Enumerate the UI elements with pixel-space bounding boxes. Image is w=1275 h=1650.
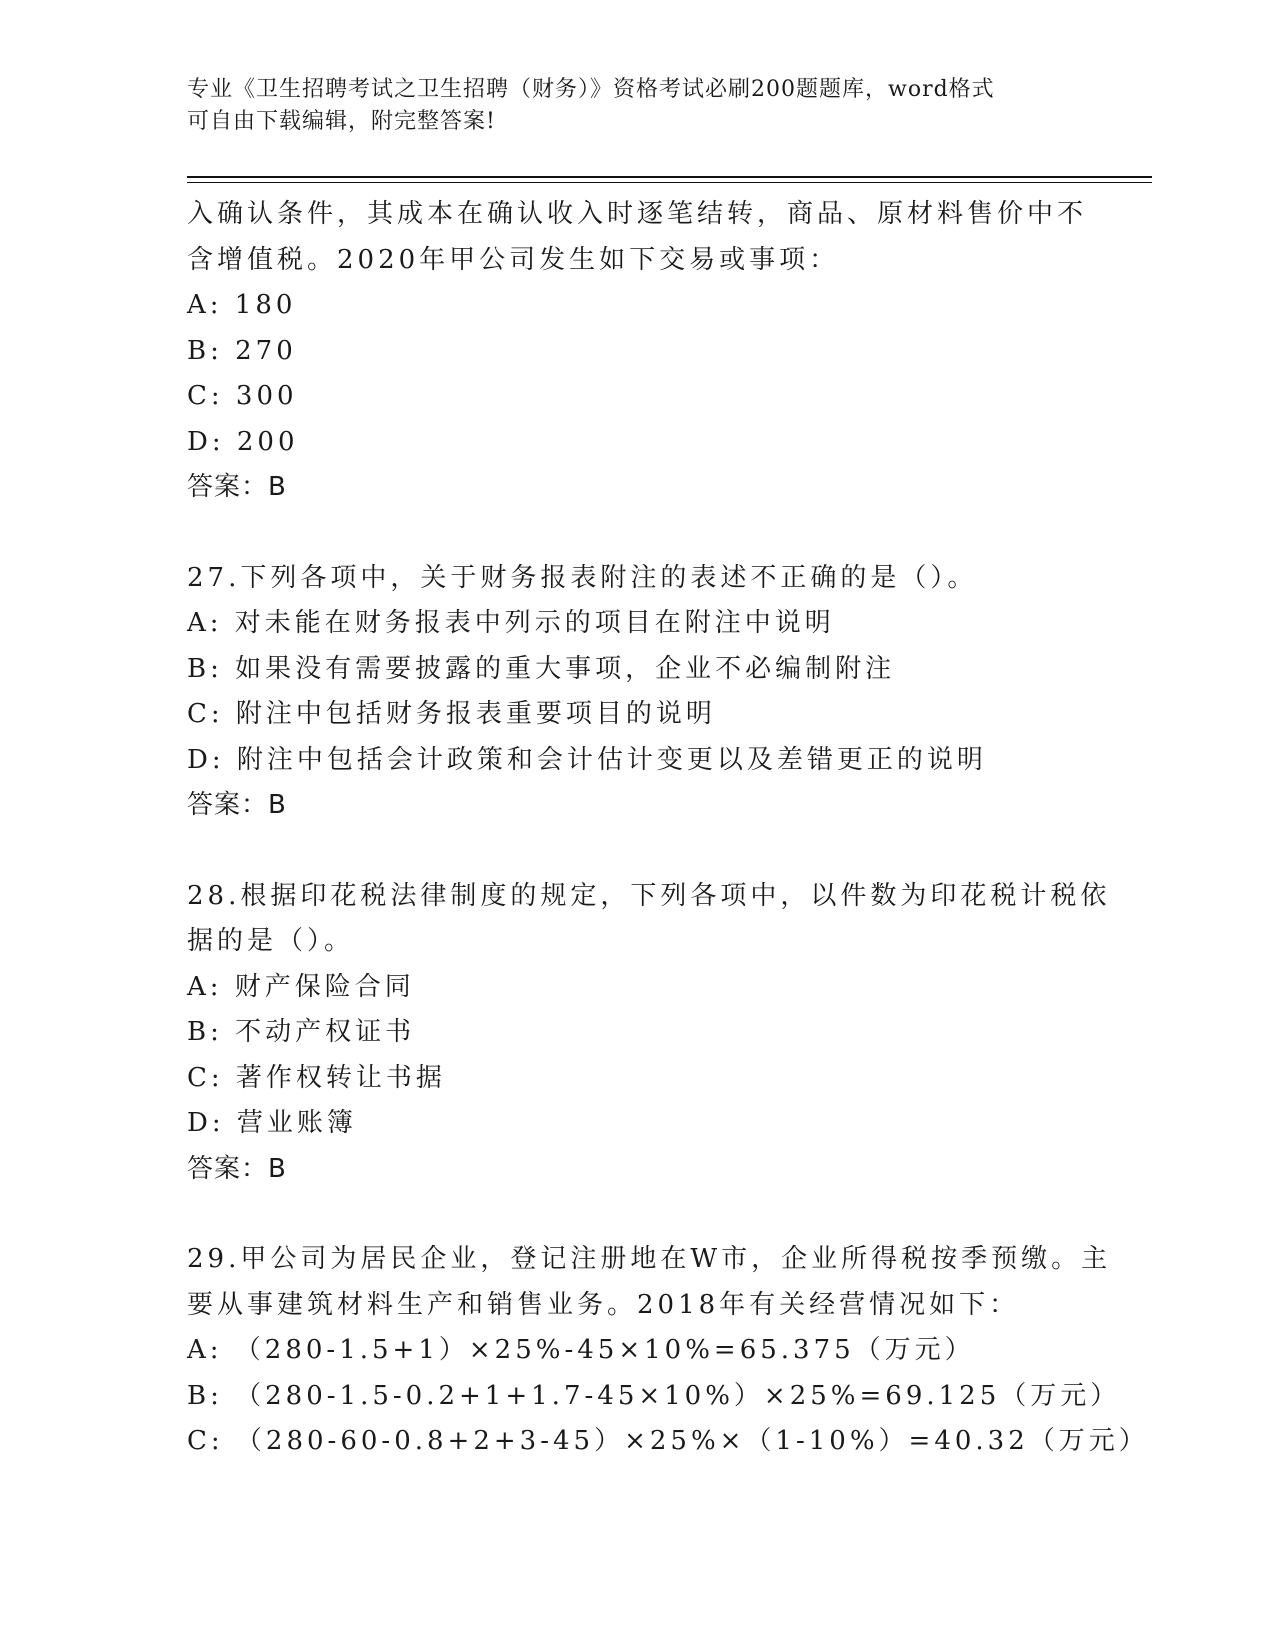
header-rule-thin (187, 182, 1152, 183)
option-a: A: 180 (187, 290, 297, 320)
question-stem-line: 29.甲公司为居民企业，登记注册地在W市，企业所得税按季预缴。主 (187, 1244, 1112, 1274)
option-c: C: 著作权转让书据 (187, 1062, 446, 1093)
question-28 (187, 874, 1111, 1193)
option-d: D: 营业账簿 (187, 1108, 357, 1138)
option-b: B: 如果没有需要披露的重大事项，企业不必编制附注 (187, 653, 896, 684)
question-27 (187, 556, 1087, 829)
option-c: C: （280-60-0.8+2+3-45）×25%×（1-10%）=40.32（万元） (187, 1426, 1149, 1456)
option-a: A: 对未能在财务报表中列示的项目在附注中说明 (187, 608, 835, 638)
header-title-line-2: 可自由下载编辑，附完整答案! (187, 109, 496, 134)
option-c: C: 附注中包括财务报表重要项目的说明 (187, 699, 716, 729)
question-stem-line: 据的是（）。 (187, 926, 355, 956)
option-a: A: （280-1.5+1）×25%-45×10%=65.375（万元） (187, 1335, 975, 1365)
answer-line: 答案：B (187, 472, 287, 502)
answer-line: 答案：B (187, 790, 287, 820)
option-b: B: （280-1.5-0.2+1+1.7-45×10%）×25%=69.125（万元） (187, 1380, 1121, 1411)
option-b: B: 270 (187, 335, 297, 366)
option-d: D: 附注中包括会计政策和会计估计变更以及差错更正的说明 (187, 744, 987, 775)
answer-line: 答案：B (187, 1153, 287, 1184)
option-a: A: 财产保险合同 (187, 971, 415, 1002)
question-stem-line: 27.下列各项中，关于财务报表附注的表述不正确的是（）。 (187, 562, 978, 593)
question-29 (187, 1237, 1149, 1465)
header-title-line-1: 专业《卫生招聘考试之卫生招聘（财务）》资格考试必刷200题题库，word格式 (187, 77, 995, 102)
question-stem-line: 含增值税。2020年甲公司发生如下交易或事项： (187, 244, 840, 275)
header-rule-thick (187, 176, 1152, 178)
option-b: B: 不动产权证书 (187, 1017, 416, 1047)
question-stem-line: 28.根据印花税法律制度的规定，下列各项中，以件数为印花税计税依 (187, 880, 1111, 911)
question-26-tail (187, 192, 1087, 511)
option-d: D: 200 (187, 426, 299, 457)
document-body (187, 192, 1149, 1465)
question-stem-line: 要从事建筑材料生产和销售业务。2018年有关经营情况如下： (187, 1289, 1020, 1320)
option-c: C: 300 (187, 381, 298, 411)
document-header (187, 74, 1067, 138)
question-stem-line: 入确认条件，其成本在确认收入时逐笔结转，商品、原材料售价中不 (187, 199, 1088, 229)
